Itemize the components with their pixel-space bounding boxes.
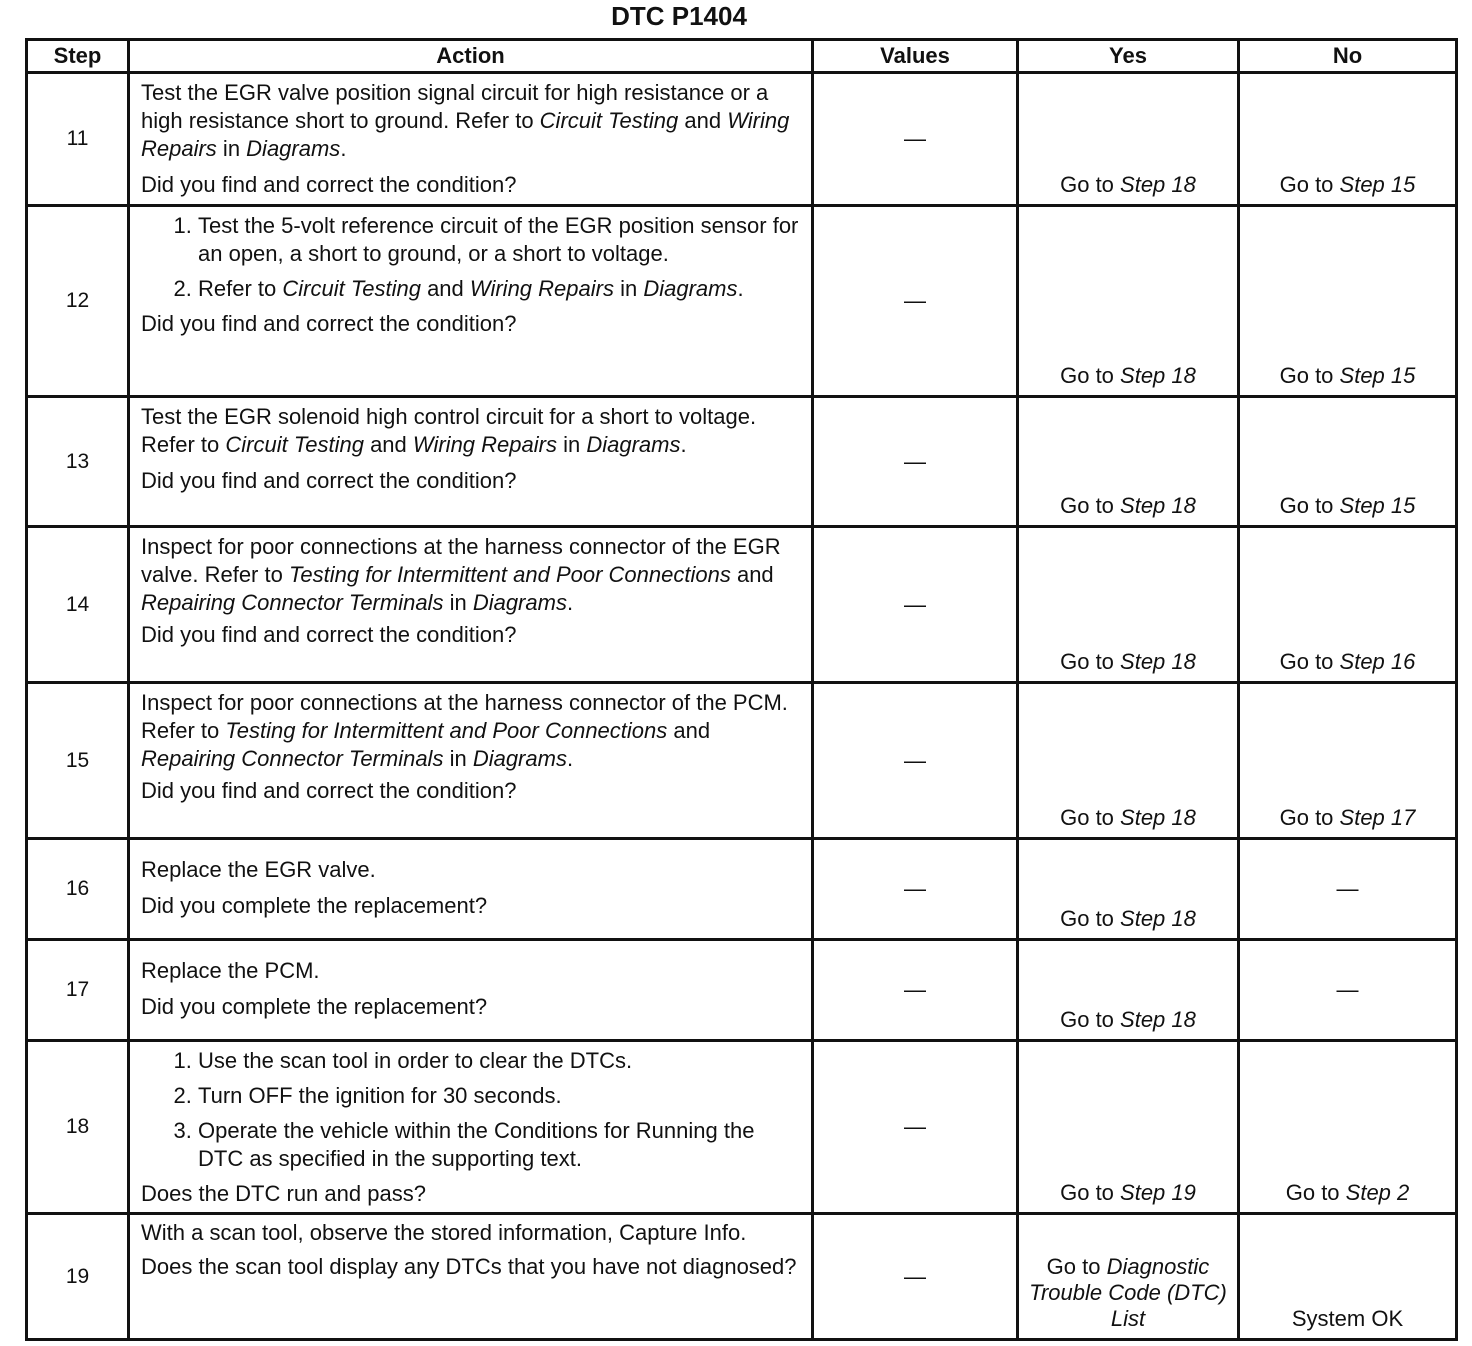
action-cell — [129, 397, 813, 527]
action-question: Did you complete the replacement? — [141, 994, 488, 1019]
values-cell: — — [813, 397, 1018, 527]
yes-cell: Go to Step 18 — [1018, 527, 1239, 683]
header-step: Step — [27, 40, 129, 73]
header-yes: Yes — [1018, 40, 1239, 73]
action-cell — [129, 1214, 813, 1340]
step-number: 15 — [27, 683, 129, 839]
action-question: Did you find and correct the condition? — [141, 468, 517, 493]
action-question: Did you find and correct the condition? — [141, 778, 517, 803]
action-step: 3. Operate the vehicle within the Conditions for Running the DTC as specified in the supporting text. — [198, 1117, 801, 1173]
no-cell: Go to Step 2 — [1239, 1041, 1457, 1214]
values-cell: — — [813, 206, 1018, 397]
action-question: Did you complete the replacement? — [141, 893, 488, 918]
step-number: 14 — [27, 527, 129, 683]
action-cell — [129, 683, 813, 839]
values-cell: — — [813, 527, 1018, 683]
no-cell: Go to Step 17 — [1239, 683, 1457, 839]
action-instruction: Replace the PCM. — [141, 958, 320, 983]
no-cell: Go to Step 15 — [1239, 206, 1457, 397]
action-step: 1. Use the scan tool in order to clear the DTCs. — [198, 1047, 801, 1075]
action-instruction: With a scan tool, observe the stored information, Capture Info. — [141, 1220, 747, 1245]
table-row — [27, 839, 1457, 940]
values-cell: — — [813, 839, 1018, 940]
step-number: 19 — [27, 1214, 129, 1340]
action-instruction: Replace the EGR valve. — [141, 857, 376, 882]
action-step: 2. Turn OFF the ignition for 30 seconds. — [198, 1082, 801, 1110]
table-row — [27, 1214, 1457, 1340]
yes-cell: Go to Step 18 — [1018, 683, 1239, 839]
action-cell — [129, 940, 813, 1041]
action-question: Does the scan tool display any DTCs that you have not diagnosed? — [141, 1254, 797, 1279]
action-cell — [129, 206, 813, 397]
no-cell: — — [1239, 839, 1457, 940]
values-cell: — — [813, 1214, 1018, 1340]
table-row — [27, 940, 1457, 1041]
action-question: Did you find and correct the condition? — [141, 622, 517, 647]
step-number: 11 — [27, 73, 129, 206]
action-step: 2. Refer to Circuit Testing and Wiring Repairs in Diagrams. — [198, 275, 801, 303]
action-cell — [129, 839, 813, 940]
action-instruction: Test the EGR solenoid high control circuit for a short to voltage. Refer to Circuit Testing and Wiring Repairs in Diagrams. — [141, 404, 757, 457]
action-step: 1. Test the 5-volt reference circuit of the EGR position sensor for an open, a short to ground, or a short to voltage. — [198, 212, 801, 268]
yes-cell: Go to Step 18 — [1018, 73, 1239, 206]
values-cell: — — [813, 73, 1018, 206]
action-instruction: Inspect for poor connections at the harness connector of the PCM. Refer to Testing for Intermittent and Poor Connections and Repairing Connector Terminals in Diagrams. — [141, 690, 788, 771]
diagnostic-table — [25, 38, 1458, 1341]
yes-cell: Go to Step 18 — [1018, 397, 1239, 527]
action-question: Does the DTC run and pass? — [141, 1181, 426, 1206]
yes-cell: Go to Step 18 — [1018, 206, 1239, 397]
no-cell: — — [1239, 940, 1457, 1041]
step-number: 13 — [27, 397, 129, 527]
page-title: DTC P1404 — [611, 1, 747, 31]
header-no: No — [1239, 40, 1457, 73]
table-row — [27, 527, 1457, 683]
yes-cell: Go to Step 18 — [1018, 940, 1239, 1041]
table-row — [27, 206, 1457, 397]
no-cell: Go to Step 15 — [1239, 397, 1457, 527]
action-cell — [129, 1041, 813, 1214]
table-row — [27, 1041, 1457, 1214]
action-question: Did you find and correct the condition? — [141, 311, 517, 336]
step-number: 17 — [27, 940, 129, 1041]
no-cell: Go to Step 16 — [1239, 527, 1457, 683]
action-instruction: Test the EGR valve position signal circuit for high resistance or a high resistance short to ground. Refer to Circuit Testing and Wiring Repairs in Diagrams. — [141, 80, 790, 161]
action-question: Did you find and correct the condition? — [141, 172, 517, 197]
step-number: 16 — [27, 839, 129, 940]
step-number: 12 — [27, 206, 129, 397]
action-steps — [141, 212, 801, 303]
yes-cell: Go to Diagnostic Trouble Code (DTC) List — [1018, 1214, 1239, 1340]
table-row — [27, 683, 1457, 839]
no-cell: System OK — [1239, 1214, 1457, 1340]
yes-cell: Go to Step 18 — [1018, 839, 1239, 940]
action-instruction: Inspect for poor connections at the harness connector of the EGR valve. Refer to Testing for Intermittent and Poor Connections and Repairing Connector Terminals in Diagrams. — [141, 534, 781, 615]
action-steps — [141, 1047, 801, 1173]
values-cell: — — [813, 683, 1018, 839]
values-cell: — — [813, 940, 1018, 1041]
action-cell — [129, 527, 813, 683]
no-cell: Go to Step 15 — [1239, 73, 1457, 206]
table-row — [27, 397, 1457, 527]
values-cell: — — [813, 1041, 1018, 1214]
header-values: Values — [813, 40, 1018, 73]
yes-cell: Go to Step 19 — [1018, 1041, 1239, 1214]
header-action: Action — [129, 40, 813, 73]
action-cell — [129, 73, 813, 206]
table-row — [27, 73, 1457, 206]
step-number: 18 — [27, 1041, 129, 1214]
header-row — [27, 40, 1457, 73]
